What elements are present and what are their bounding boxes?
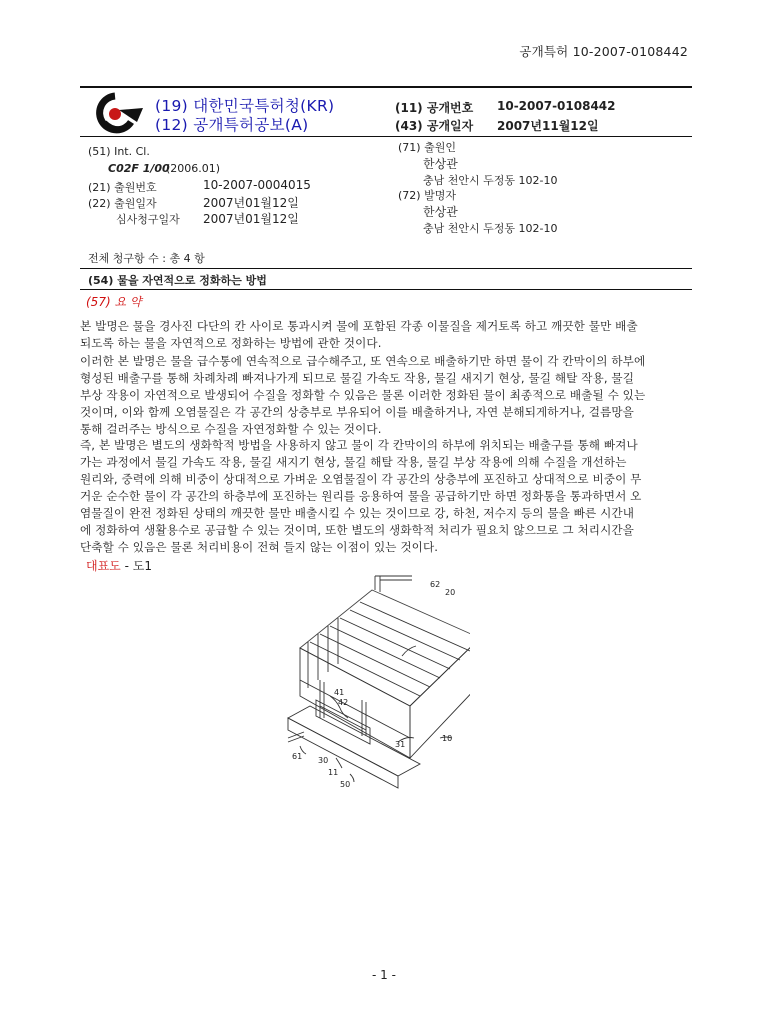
abstract-paragraph-2 [80,353,692,438]
intcl-label: (51) Int. Cl. [88,145,150,158]
appno-value: 10-2007-0004015 [203,178,311,192]
representative-drawing [86,557,152,574]
figure-label: 30 [318,756,329,765]
figure-label: 42 [338,698,349,707]
inventor-address: 충남 천안시 두정동 102-10 [423,222,558,235]
claims-rule [80,268,692,269]
text-line: 형성된 배출구를 통해 차례차례 빠져나가게 되므로 물길 가속도 작용, 물길 새지기 현상, 물길 해탈 작용, 물길 [80,371,635,385]
figure-label: 20 [445,588,456,597]
text-line: 원리와, 중력에 의해 비중이 상대적으로 가벼운 오염물질이 각 공간의 상층부에 포진하고 상대적으로 비중이 무 [80,472,642,486]
applicant-address: 충남 천안시 두정동 102-10 [423,174,558,187]
title-rule [80,289,692,290]
text-line: 부상 작용이 자연적으로 발생되어 수질을 정화할 수 있음은 물론 이러한 정화된 물이 최종적으로 배출될 수 있는 [80,388,646,402]
figure-label: 62 [430,580,441,589]
kipo-logo-icon [93,92,147,134]
text-line: 본 발명은 물을 경사진 다단의 칸 사이로 통과시켜 물에 포함된 각종 이물질을 제거토록 하고 깨끗한 물만 배출 [80,319,638,333]
page-number: - 1 - [372,968,396,982]
claims-count: 전체 청구항 수 : 총 4 항 [88,252,205,265]
text-line: 가는 과정에서 물길 가속도 작용, 물길 새지기 현상, 물길 해탈 작용, 물길 부상 작용에 의해 수질을 개선하는 [80,455,627,469]
figure-label: 10 [442,734,453,743]
banner-rule [80,136,692,137]
text-line: 되도록 하는 물을 자연적으로 정화하는 방법에 관한 것이다. [80,336,382,350]
pubno-value: 10-2007-0108442 [497,99,616,113]
text-line: 단축할 수 있음은 물론 처리비용이 전혀 들지 않는 이점이 있는 것이다. [80,540,439,554]
abstract-paragraph-1 [80,318,692,352]
intcl-version: (2006.01) [166,162,221,175]
text-line: 통해 걸러주는 방식으로 수질을 자연정화할 수 있는 것이다. [80,422,382,436]
figure-label: 11 [328,768,339,777]
pubdate-label: (43) 공개일자 [395,119,474,133]
pubdate-value: 2007년11월12일 [497,119,599,133]
applicant-name: 한상관 [423,157,458,171]
abstract-heading: (57) 요 약 [86,295,142,309]
representative-label: 대표도 [86,559,121,573]
appdate-value: 2007년01월12일 [203,196,299,210]
figure-label: 50 [340,780,351,789]
representative-value: - 도1 [120,559,152,573]
abstract-paragraph-3 [80,437,692,556]
figure-label: 31 [395,740,406,749]
document-number: 공개특허 10-2007-0108442 [519,44,688,59]
inventor-label: (72) 발명자 [398,189,456,202]
appdate-label: (22) 출원일자 [88,197,157,210]
text-line: 즉, 본 발명은 별도의 생화학적 방법을 사용하지 않고 물이 각 칸막이의 하부에 위치되는 배출구를 통해 빠져나 [80,438,638,452]
applicant-label: (71) 출원인 [398,141,456,154]
appno-label: (21) 출원번호 [88,181,157,194]
inventor-name: 한상관 [423,205,458,219]
intcl-code: C02F 1/00 [108,162,170,175]
invention-title: (54) 물을 자연적으로 정화하는 방법 [88,274,267,287]
text-line: 것이며, 이와 함께 오염물질은 각 공간의 상층부로 부유되어 이를 배출하거나, 자연 분해되게하거나, 걸름망을 [80,405,634,419]
exam-value: 2007년01월12일 [203,212,299,226]
figure-label: 41 [334,688,345,697]
text-line: 염물질이 완전 정화된 상태의 깨끗한 물만 배출시킬 수 있는 것이므로 강, 하천, 저수지 등의 물을 빠른 시간내 [80,506,635,520]
office-name: (19) 대한민국특허청(KR) [155,97,335,115]
figure-label: 61 [292,752,303,761]
top-rule [80,86,692,88]
publication-type: (12) 공개특허공보(A) [155,116,309,134]
text-line: 이러한 본 발명은 물을 급수통에 연속적으로 급수해주고, 또 연속으로 배출하기만 하면 물이 각 칸막이의 하부에 [80,354,646,368]
patent-figure-1 [280,568,470,792]
text-line: 에 정화하여 생활용수로 공급할 수 있는 것이며, 또한 별도의 생화학적 처리가 필요치 않으므로 그 처리시간을 [80,523,634,537]
text-line: 거운 순수한 물이 각 공간의 하층부에 포진하는 원리를 응용하여 물을 공급하기만 하면 정화통을 통과하면서 오 [80,489,642,503]
pubno-label: (11) 공개번호 [395,101,474,115]
exam-label: 심사청구일자 [116,213,180,226]
